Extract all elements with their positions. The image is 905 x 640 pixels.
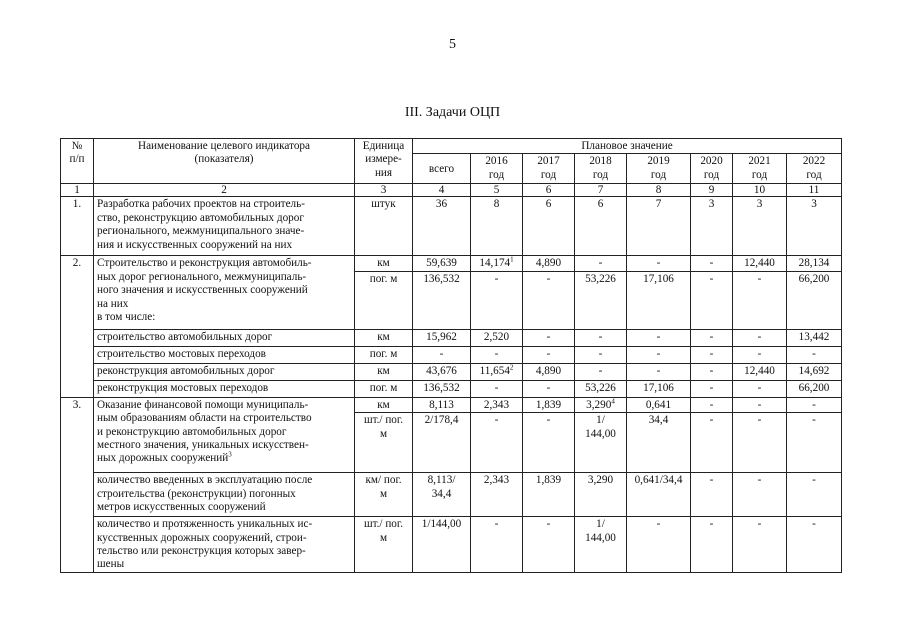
unit-cell: пог. м <box>355 271 413 329</box>
value-cell: 15,962 <box>413 329 471 346</box>
value-cell: 0,641 <box>627 397 691 412</box>
value-cell: - <box>575 329 627 346</box>
value-cell: 12,440 <box>733 256 787 271</box>
column-number: 8 <box>627 184 691 197</box>
header-year: 2022 год <box>787 154 842 184</box>
unit-cell: пог. м <box>355 346 413 363</box>
column-number: 6 <box>523 184 575 197</box>
value-cell: - <box>627 517 691 573</box>
value-cell: - <box>471 346 523 363</box>
column-number: 9 <box>691 184 733 197</box>
value-cell: - <box>471 271 523 329</box>
value-cell: - <box>733 413 787 473</box>
value-cell: - <box>523 329 575 346</box>
value-cell: 1/ 144,00 <box>575 517 627 573</box>
indicator-name: Строительство и реконструкция автомобиль- ных дорог регионального, межмуниципаль- ного значения и искусственных сооружений на них в том числе: <box>94 256 355 329</box>
indicator-name: Оказание финансовой помощи муниципаль- ным образованиям области на строительство и реконструкцию автомобильных дорог местного значения, уникальных искусствен- ных дорожных сооружений$^3$ <box>94 397 355 472</box>
value-cell: 34,4 <box>627 413 691 473</box>
value-cell: 7 <box>627 197 691 256</box>
value-cell: 36 <box>413 197 471 256</box>
value-cell: 8 <box>471 197 523 256</box>
value-cell: - <box>523 271 575 329</box>
value-cell: - <box>691 473 733 517</box>
header-year: 2016 год <box>471 154 523 184</box>
value-cell: 3 <box>733 197 787 256</box>
value-cell: 4,890 <box>523 363 575 380</box>
indicator-name: строительство мостовых переходов <box>94 346 355 363</box>
value-cell: 53,226 <box>575 271 627 329</box>
value-cell: - <box>575 363 627 380</box>
value-cell: 66,200 <box>787 271 842 329</box>
value-cell: 136,532 <box>413 380 471 397</box>
value-cell: 1,839 <box>523 397 575 412</box>
value-cell: - <box>523 517 575 573</box>
value-cell: 17,106 <box>627 271 691 329</box>
value-cell: 6 <box>575 197 627 256</box>
column-number: 7 <box>575 184 627 197</box>
value-cell: - <box>733 346 787 363</box>
value-cell: 43,676 <box>413 363 471 380</box>
value-cell: - <box>691 363 733 380</box>
value-cell: 14,692 <box>787 363 842 380</box>
value-cell: - <box>691 517 733 573</box>
value-cell: - <box>733 517 787 573</box>
value-cell: - <box>627 256 691 271</box>
value-cell: - <box>787 397 842 412</box>
value-cell: - <box>733 397 787 412</box>
value-cell: 53,226 <box>575 380 627 397</box>
unit-cell: км <box>355 329 413 346</box>
value-cell: - <box>787 517 842 573</box>
value-cell: 3 <box>691 197 733 256</box>
unit-cell: шт./ пог. м <box>355 413 413 473</box>
header-year: 2019 год <box>627 154 691 184</box>
indicator-name: Разработка рабочих проектов на строитель- ство, реконструкцию автомобильных дорог регионального, межмуниципального значе- ния и искусственных сооружений на них <box>94 197 355 256</box>
value-cell: 136,532 <box>413 271 471 329</box>
value-cell: - <box>471 517 523 573</box>
column-number: 3 <box>355 184 413 197</box>
value-cell: - <box>733 473 787 517</box>
column-number: 10 <box>733 184 787 197</box>
targets-table <box>60 138 842 573</box>
value-cell: - <box>471 413 523 473</box>
indicator-name: количество и протяженность уникальных ис- кусственных дорожных сооружений, строи- тельство или реконструкция которых завер- шены <box>94 517 355 573</box>
value-cell: 59,639 <box>413 256 471 271</box>
unit-cell: пог. м <box>355 380 413 397</box>
unit-cell: км/ пог. м <box>355 473 413 517</box>
value-cell: - <box>691 413 733 473</box>
column-number: 5 <box>471 184 523 197</box>
value-cell: 11,654$^2$ <box>471 363 523 380</box>
value-cell: 1/144,00 <box>413 517 471 573</box>
value-cell: 1,839 <box>523 473 575 517</box>
value-cell: - <box>627 363 691 380</box>
value-cell: - <box>523 380 575 397</box>
value-cell: - <box>523 413 575 473</box>
header-num: № п/п <box>61 139 94 184</box>
value-cell: 2/178,4 <box>413 413 471 473</box>
indicator-name: реконструкция автомобильных дорог <box>94 363 355 380</box>
page-number: 5 <box>449 37 456 52</box>
value-cell: 0,641/34,4 <box>627 473 691 517</box>
unit-cell: шт./ пог. м <box>355 517 413 573</box>
header-year: 2020 год <box>691 154 733 184</box>
value-cell: - <box>691 380 733 397</box>
value-cell: - <box>575 346 627 363</box>
value-cell: 2,520 <box>471 329 523 346</box>
value-cell: - <box>413 346 471 363</box>
value-cell: 8,113/ 34,4 <box>413 473 471 517</box>
value-cell: 14,174$^1$ <box>471 256 523 271</box>
header-year: 2018 год <box>575 154 627 184</box>
header-total: всего <box>413 154 471 184</box>
value-cell: - <box>627 346 691 363</box>
value-cell: - <box>691 329 733 346</box>
value-cell: - <box>787 473 842 517</box>
value-cell: 3,290$^4$ <box>575 397 627 412</box>
value-cell: - <box>733 271 787 329</box>
value-cell: - <box>691 397 733 412</box>
indicator-name: строительство автомобильных дорог <box>94 329 355 346</box>
value-cell: 17,106 <box>627 380 691 397</box>
unit-cell: км <box>355 363 413 380</box>
value-cell: 8,113 <box>413 397 471 412</box>
value-cell: - <box>691 346 733 363</box>
header-year: 2017 год <box>523 154 575 184</box>
value-cell: 1/ 144,00 <box>575 413 627 473</box>
value-cell: - <box>733 380 787 397</box>
value-cell: 2,343 <box>471 397 523 412</box>
unit-cell: штук <box>355 197 413 256</box>
indicator-name: реконструкция мостовых переходов <box>94 380 355 397</box>
value-cell: - <box>733 329 787 346</box>
unit-cell: км <box>355 256 413 271</box>
value-cell: - <box>627 329 691 346</box>
value-cell: - <box>691 256 733 271</box>
header-unit: Единица измере- ния <box>355 139 413 184</box>
column-number: 2 <box>94 184 355 197</box>
value-cell: - <box>471 380 523 397</box>
value-cell: 4,890 <box>523 256 575 271</box>
value-cell: 12,440 <box>733 363 787 380</box>
indicator-name: количество введенных в эксплуатацию после строительства (реконструкции) погонных метров искусственных сооружений <box>94 473 355 517</box>
value-cell: 13,442 <box>787 329 842 346</box>
row-number: 2. <box>61 256 94 397</box>
value-cell: 2,343 <box>471 473 523 517</box>
value-cell: - <box>523 346 575 363</box>
header-plan: Плановое значение <box>413 139 842 154</box>
value-cell: - <box>575 256 627 271</box>
column-number: 11 <box>787 184 842 197</box>
section-title: III. Задачи ОЦП <box>404 105 501 120</box>
row-number: 1. <box>61 197 94 256</box>
value-cell: 6 <box>523 197 575 256</box>
header-year: 2021 год <box>733 154 787 184</box>
value-cell: 3 <box>787 197 842 256</box>
value-cell: - <box>691 271 733 329</box>
value-cell: 66,200 <box>787 380 842 397</box>
column-number: 1 <box>61 184 94 197</box>
row-number: 3. <box>61 397 94 572</box>
header-name: Наименование целевого индикатора (показателя) <box>94 139 355 184</box>
unit-cell: км <box>355 397 413 412</box>
value-cell: - <box>787 413 842 473</box>
column-number: 4 <box>413 184 471 197</box>
value-cell: 3,290 <box>575 473 627 517</box>
value-cell: - <box>787 346 842 363</box>
value-cell: 28,134 <box>787 256 842 271</box>
